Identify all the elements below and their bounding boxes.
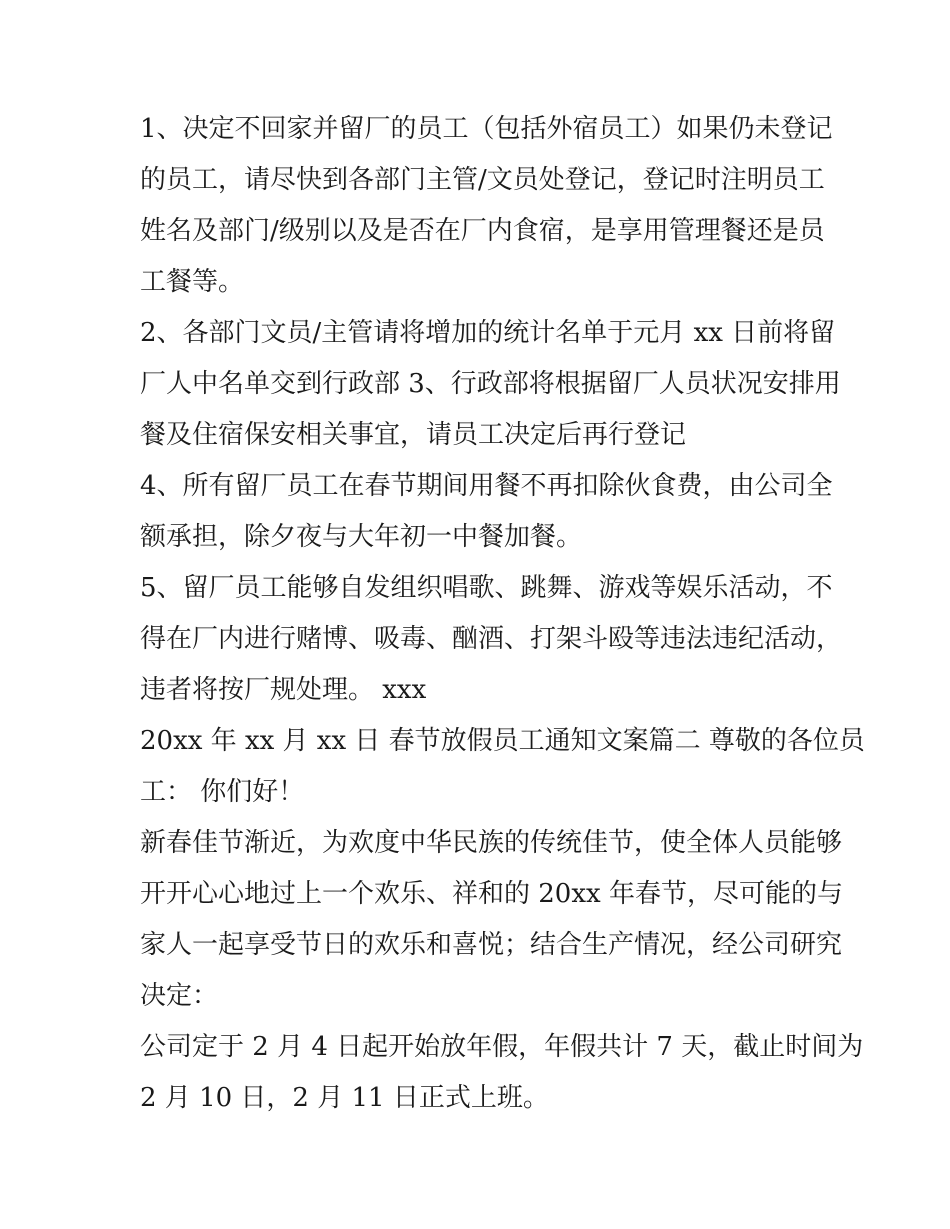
text-line: 决定： [140,981,219,1011]
text-line: 姓名及部门/级别以及是否在厂内食宿，是享用管理餐还是员 [140,216,825,246]
text-line: 违者将按厂规处理。 xxx [140,675,427,705]
text-line: 新春佳节渐近，为欢度中华民族的传统佳节，使全体人员能够 [140,828,843,858]
text-line: 的员工，请尽快到各部门主管/文员处登记，登记时注明员工 [140,165,825,195]
text-line: 餐及住宿保安相关事宜，请员工决定后再行登记 [140,420,687,450]
text-line: 2、各部门文员/主管请将增加的统计名单于元月 xx 日前将留 [140,318,836,348]
text-line: 额承担，除夕夜与大年初一中餐加餐。 [140,522,583,552]
text-line: 得在厂内进行赌博、吸毒、酗酒、打架斗殴等违法违纪活动， [140,624,843,654]
text-line: 工： 你们好！ [140,777,305,807]
text-line: 工餐等。 [140,267,245,297]
text-line: 4、所有留厂员工在春节期间用餐不再扣除伙食费，由公司全 [140,471,833,501]
document-body [140,104,865,1124]
text-line: 5、留厂员工能够自发组织唱歌、跳舞、游戏等娱乐活动，不 [140,573,833,603]
text-line: 家人一起享受节日的欢乐和喜悦；结合生产情况，经公司研究 [140,930,843,960]
text-line: 厂人中名单交到行政部 3、行政部将根据留厂人员状况安排用 [140,369,841,399]
text-line: 1、决定不回家并留厂的员工（包括外宿员工）如果仍未登记 [140,114,833,144]
text-line: 20xx 年 xx 月 xx 日 春节放假员工通知文案篇二 尊敬的各位员 [140,726,865,756]
text-line: 开开心心地过上一个欢乐、祥和的 20xx 年春节，尽可能的与 [140,879,843,909]
text-line: 2 月 10 日，2 月 11 日正式上班。 [140,1083,549,1113]
text-line: 公司定于 2 月 4 日起开始放年假，年假共计 7 天，截止时间为 [140,1032,864,1062]
